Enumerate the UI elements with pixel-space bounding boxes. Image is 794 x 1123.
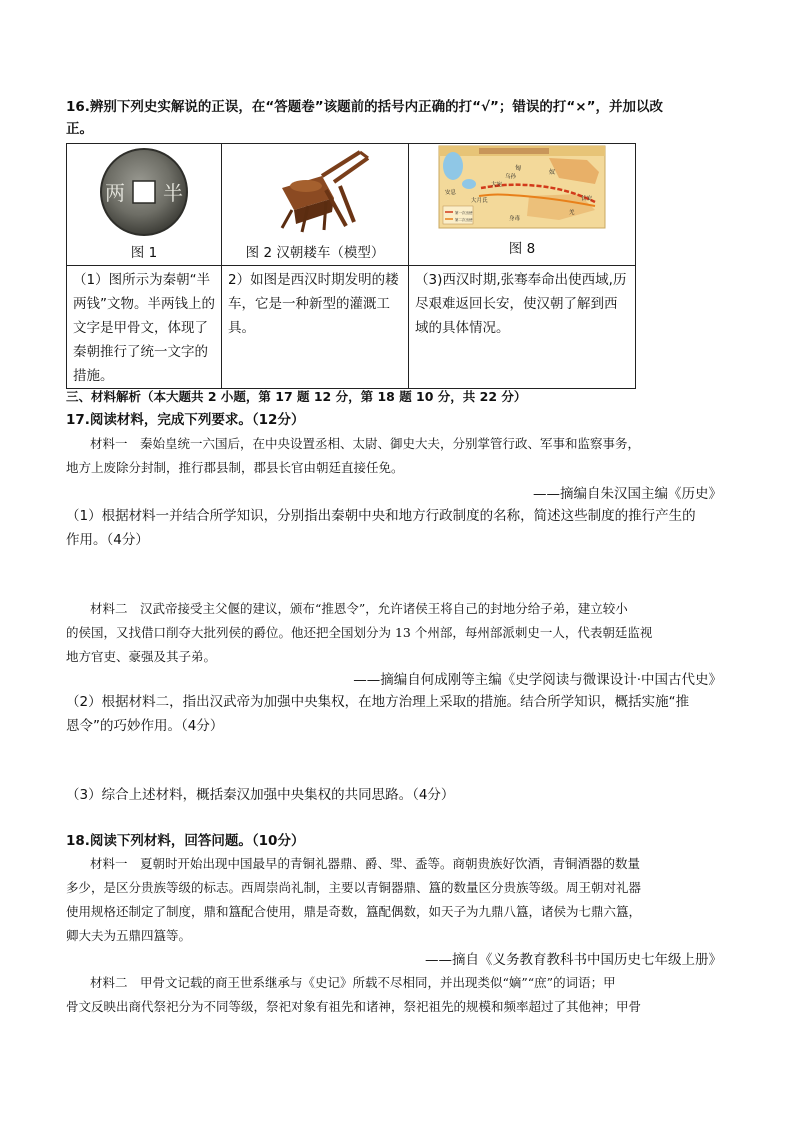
map-label-xiong: 匈 (515, 165, 522, 172)
map-label-changan: 长安 (581, 196, 593, 202)
q17-title: 17.阅读材料，完成下列要求。（12分） (66, 412, 305, 428)
coin-char-right: 半 (163, 181, 183, 205)
q18-material1-line3: 使用规格还制定了制度，鼎和簋配合使用，鼎是奇数，簋配偶数，如天子为九鼎八簋，诸侯为七鼎六簋， (66, 904, 642, 919)
q16-stem-line2: 正。 (66, 121, 93, 137)
map-label-nu: 奴 (549, 169, 556, 176)
figure-2-caption: 图 2 汉朝耧车（模型） (245, 245, 385, 261)
q18-material1-line4: 卿大夫为五鼎四簋等。 (66, 928, 192, 943)
q16-text-cell-1 (67, 266, 222, 389)
map-label-shendu: 身毒 (509, 216, 521, 222)
map-label-anxi: 安息 (445, 190, 457, 196)
q16-image-cell-2 (222, 144, 409, 266)
map-legend-second: 第二次出使 (455, 218, 473, 222)
q16-stem-line1: 16.辨别下列史实解说的正误，在“答题卷”该题前的括号内正确的打“√”；错误的打“×”，并加以改 (66, 99, 663, 115)
q16-statement-2: 2）如图是西汉时期发明的耧车，它是一种新型的灌溉工具。 (228, 272, 399, 336)
map-label-qiang: 羌 (569, 210, 575, 216)
q18-material1-line1: 材料一 夏朝时开始出现中国最早的青铜礼器鼎、爵、斝、盉等。商朝贵族好饮酒，青铜酒器的数量 (90, 856, 641, 871)
coin-char-left: 两 (105, 181, 125, 205)
map-legend-first: 第一次出使 (455, 211, 473, 215)
q17-material1-source: ——摘编自朱汉国主编《历史》 (533, 486, 722, 502)
q18-material2-line1: 材料二 甲骨文记载的商王世系继承与《史记》所载不尽相同，并出现类似“嫡”“庶”的词语；甲 (90, 975, 616, 990)
q17-question1-line2: 作用。（4分） (66, 532, 149, 548)
q16-table (66, 143, 636, 389)
q16-statement-3: （3)西汉时期,张骞奉命出使西域,历尽艰难返回长安，使汉朝了解到西域的具体情况。 (415, 272, 627, 336)
q17-question1-line1: （1）根据材料一并结合所学知识，分别指出秦朝中央和地方行政制度的名称，简述这些制度的推行产生的 (66, 508, 696, 524)
q17-material2-source: ——摘编自何成刚等主编《史学阅读与微课设计·中国古代史》 (353, 672, 722, 688)
q16-text-cell-2 (222, 266, 409, 389)
q17-question2-line2: 恩令”的巧妙作用。（4分） (66, 718, 224, 734)
q17-material1-line1: 材料一 秦始皇统一六国后，在中央设置丞相、太尉、御史大夫，分别掌管行政、军事和监察事务， (90, 436, 641, 451)
q16-statement-1: （1）图所示为秦朝“半两钱”文物。半两钱上的文字是甲骨文，体现了秦朝推行了统一文字的措施。 (73, 272, 215, 384)
q18-title: 18.阅读下列材料，回答问题。（10分） (66, 833, 305, 849)
q18-material2-line2: 骨文反映出商代祭祀分为不同等级，祭祀对象有祖先和诸神，祭祀祖先的规模和频率超过了其他神；甲骨 (66, 999, 642, 1014)
zhang-qian-route-map-image (409, 144, 635, 234)
section-3-heading: 三、材料解析（本大题共 2 小题，第 17 题 12 分，第 18 题 10 分，共 22 分） (66, 389, 527, 404)
q16-image-cell-3 (409, 144, 636, 266)
q17-question2-line1: （2）根据材料二，指出汉武帝为加强中央集权，在地方治理上采取的措施。结合所学知识，概括实施“推 (66, 694, 690, 710)
map-label-wusun: 乌孙 (505, 174, 517, 180)
q18-material1-line2: 多少，是区分贵族等级的标志。西周崇尚礼制，主要以青铜器鼎、簋的数量区分贵族等级。周王朝对礼器 (66, 880, 642, 895)
figure-1-caption: 图 1 (130, 245, 158, 261)
q17-material2-line2: 的侯国，又找借口削夺大批列侯的爵位。他还把全国划分为 13 个州部，每州部派刺史一人，代表朝廷监视 (66, 625, 653, 640)
q16-text-cell-3 (409, 266, 636, 389)
ban-liang-coin-image (67, 146, 221, 241)
q17-material2-line3: 地方官吏、豪强及其子弟。 (66, 649, 217, 664)
q16-image-cell-1 (67, 144, 222, 266)
map-label-dayuezhi: 大月氏 (471, 198, 488, 204)
q18-material1-source: ——摘自《义务教育教科书中国历史七年级上册》 (425, 952, 722, 968)
figure-8-caption: 图 8 (508, 241, 536, 257)
seed-drill-model-image (222, 146, 408, 241)
q17-material1-line2: 地方上废除分封制，推行郡县制，郡县长官由朝廷直接任免。 (66, 460, 404, 475)
q17-material2-line1: 材料二 汉武帝接受主父偃的建议，颁布“推恩令”，允许诸侯王将自己的封地分给子弟，建立较小 (90, 601, 628, 616)
map-label-dayuan: 大宛 (491, 182, 503, 188)
q17-question3: （3）综合上述材料，概括秦汉加强中央集权的共同思路。（4分） (66, 787, 455, 803)
